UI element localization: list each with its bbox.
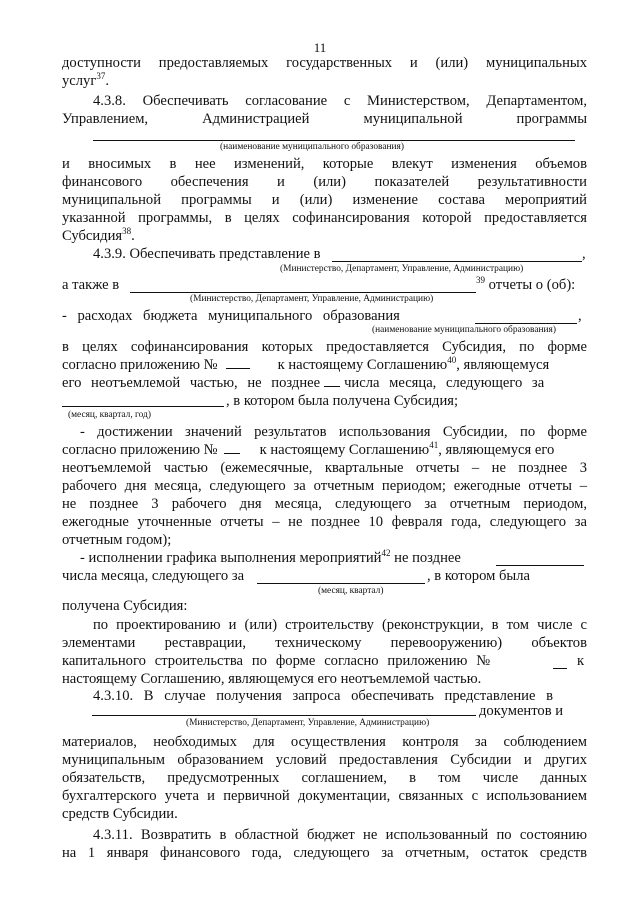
footnote-ref: 42 <box>381 548 391 559</box>
text-line: Субсидия$^{38}$. <box>62 226 135 244</box>
text-line: - исполнении графика выполнения мероприятий$^{42}$ не позднее <box>80 548 461 566</box>
clause-4-3-11-heading: 4.3.11. Возвратить в областной бюджет не использованный по состоянию <box>93 827 587 843</box>
text-line: настоящему Соглашению, являющемуся его неотъемлемой частью. <box>62 671 482 687</box>
fill-in-line <box>130 292 476 293</box>
field-caption: (наименование муниципального образования) <box>372 325 556 335</box>
fill-in-line <box>93 140 575 141</box>
text-line: неотъемлемой частью (ежемесячные, квартальные отчеты – не позднее 3 <box>62 460 587 476</box>
text-line: капитального строительства по форме согласно приложению № <box>62 653 491 669</box>
text-line: услуг$^{37}$. <box>62 71 109 89</box>
text-line: $^{39}$ отчеты о (об): <box>476 275 576 293</box>
text-line: обязательств, предусмотренных соглашением, в том числе данных <box>62 770 587 786</box>
text-line: доступности предоставляемых государственных и (или) муниципальных <box>62 55 587 71</box>
field-caption: (Министерство, Департамент, Управление, Администрацию) <box>190 294 434 304</box>
text-line: - расходах бюджета муниципального образования <box>62 308 400 324</box>
clause-4-3-9-heading: 4.3.9. Обеспечивать представление в <box>93 246 321 262</box>
fill-in-line <box>62 406 224 407</box>
text-line: рабочего дня месяца, следующего за отчетным периодом; ежегодные отчеты – <box>62 478 587 494</box>
text-line: числа месяца, следующего за <box>62 568 245 584</box>
text-line: Управлением, Администрацией муниципальной программы <box>62 111 587 127</box>
page-number: 11 <box>313 40 327 55</box>
text-line: бухгалтерского учета и первичной документации, связанных с использованием <box>62 788 587 804</box>
text-line: и вносимых в нее изменений, которые влекут изменения объемов <box>62 156 587 172</box>
fill-in-line <box>553 668 567 669</box>
clause-4-3-10-heading: 4.3.10. В случае получения запроса обеспечивать представление в <box>93 688 553 704</box>
field-caption: (месяц, квартал) <box>318 586 384 596</box>
text-line: элементами реставрации, техническому перевооружению) объектов <box>62 635 587 651</box>
fill-in-line <box>496 565 584 566</box>
footnote-ref: 38 <box>122 226 132 237</box>
text-line: финансового обеспечения и (или) показателей результативности <box>62 174 587 190</box>
footnote-ref: 41 <box>429 440 439 451</box>
text-line: - достижении значений результатов использования Субсидии, по форме <box>80 424 587 440</box>
text-line: муниципальным образованием условий предоставления Субсидии и других <box>62 752 587 768</box>
text-line: , в котором была получена Субсидия; <box>226 393 459 409</box>
fill-in-line <box>257 583 425 584</box>
fill-in-line <box>332 261 582 262</box>
field-caption: (наименование муниципального образования) <box>220 142 404 152</box>
field-caption: (месяц, квартал, год) <box>68 410 151 420</box>
text-line: на 1 января финансового года, следующего за отчетным, остаток средств <box>62 845 587 861</box>
fill-in-line <box>92 715 476 716</box>
text-line: по проектированию и (или) строительству (реконструкции, в том числе с <box>93 617 587 633</box>
text-line: средств Субсидии. <box>62 806 178 822</box>
text-line: документов и <box>479 703 564 719</box>
text-line: получена Субсидия: <box>62 598 188 614</box>
text-line: , в котором была <box>427 568 530 584</box>
field-caption: (Министерство, Департамент, Управление, Администрацию) <box>280 264 524 274</box>
text-line: в целях софинансирования которых предоставляется Субсидия, по форме <box>62 339 587 355</box>
text-line: муниципальной программы и (или) изменение состава мероприятий <box>62 192 587 208</box>
document-page: 11 доступности предоставляемых государственных и (или) муниципальных услуг$^{37}$. 4.3.8. Обеспечивать согласование с Министерством, Департаментом, Управлением, Администрацией муниципальной программы (наименование муниципального образования) и вносимых в нее изменений, которые влекут изменения объемов финансового обеспечения и (или) показателей результативности муниципальной программы и (или) изменение состава мероприятий указанной программы, в целях софинансирования которой предоставляется Субсидия$^{38}$. 4.3.9. Обеспечивать представление в , (Министерство, Департамент, Управление, Администрацию) а также в $^{39}$ отчеты о (об): (Министерство, Департамент, Управление, Администрацию) - расходах бюджета муниципального образования , (наименование муниципального образования) в целях софинансирования которых предоставляется Субсидия, по форме согласно приложению № к настоящему Соглашению$^{40}$, являющемуся его неотъемлемой частью, не позднее числа месяца, следующего за , в котором была получена Субсидия; (месяц, квартал, год) - достижении значений результатов использования Субсидии, по форме согласно приложению № к настоящему Соглашению$^{41}$, являющемуся его неотъемлемой частью (ежемесячные, квартальные отчеты – не позднее 3 рабочего дня месяца, следующего за отчетным периодом; ежегодные отчеты – не позднее 3 рабочего дня месяца, следующего за отчетным периодом, ежегодные уточненные отчеты – не позднее 10 февраля года, следующего за отчетным годом); - исполнении графика выполнения мероприятий$^{42}$ не позднее числа месяца, следующего за , в котором была (месяц, квартал) получена Субсидия: по проектированию и (или) строительству (реконструкции, в том числе с элементами реставрации, техническому перевооружению) объектов капитального строительства по форме согласно приложению № к настоящему Соглашению, являющемуся его неотъемлемой частью. 4.3.10. В случае получения запроса обеспечивать представление в документов и (Министерство, Департамент, Управление, Администрацию) материалов, необходимых для осуществления контроля за соблюдением муниципальным образованием условий предоставления Субсидии и других обязательств, предусмотренных соглашением, в том числе данных бухгалтерского учета и первичной документации, связанных с использованием средств Субсидии. 4.3.11. Возвратить в областной бюджет не использованный по состоянию на 1 января финансового года, следующего за отчетным, остаток средств <box>0 0 640 905</box>
footnote-ref: 37 <box>96 71 106 82</box>
footnote-ref: 40 <box>447 355 457 366</box>
text-line: его неотъемлемой частью, не позднее числа месяца, следующего за <box>62 375 545 391</box>
clause-4-3-8-heading: 4.3.8. Обеспечивать согласование с Министерством, Департаментом, <box>93 93 587 109</box>
text-line: согласно приложению № к настоящему Соглашению$^{41}$, являющемуся его <box>62 440 555 458</box>
fill-in-line <box>475 323 577 324</box>
text-line: согласно приложению № к настоящему Соглашению$^{40}$, являющемуся <box>62 355 550 373</box>
text-line: не позднее 3 рабочего дня месяца, следующего за отчетным периодом, <box>62 496 587 512</box>
text-line: отчетным годом); <box>62 532 172 548</box>
text-line: а также в <box>62 277 120 293</box>
text-line: указанной программы, в целях софинансирования которой предоставляется <box>62 210 587 226</box>
footnote-ref: 39 <box>476 275 485 286</box>
text-line: ежегодные уточненные отчеты – не позднее 10 февраля года, следующего за <box>62 514 587 530</box>
field-caption: (Министерство, Департамент, Управление, Администрацию) <box>186 718 430 728</box>
text-line: материалов, необходимых для осуществления контроля за соблюдением <box>62 734 587 750</box>
